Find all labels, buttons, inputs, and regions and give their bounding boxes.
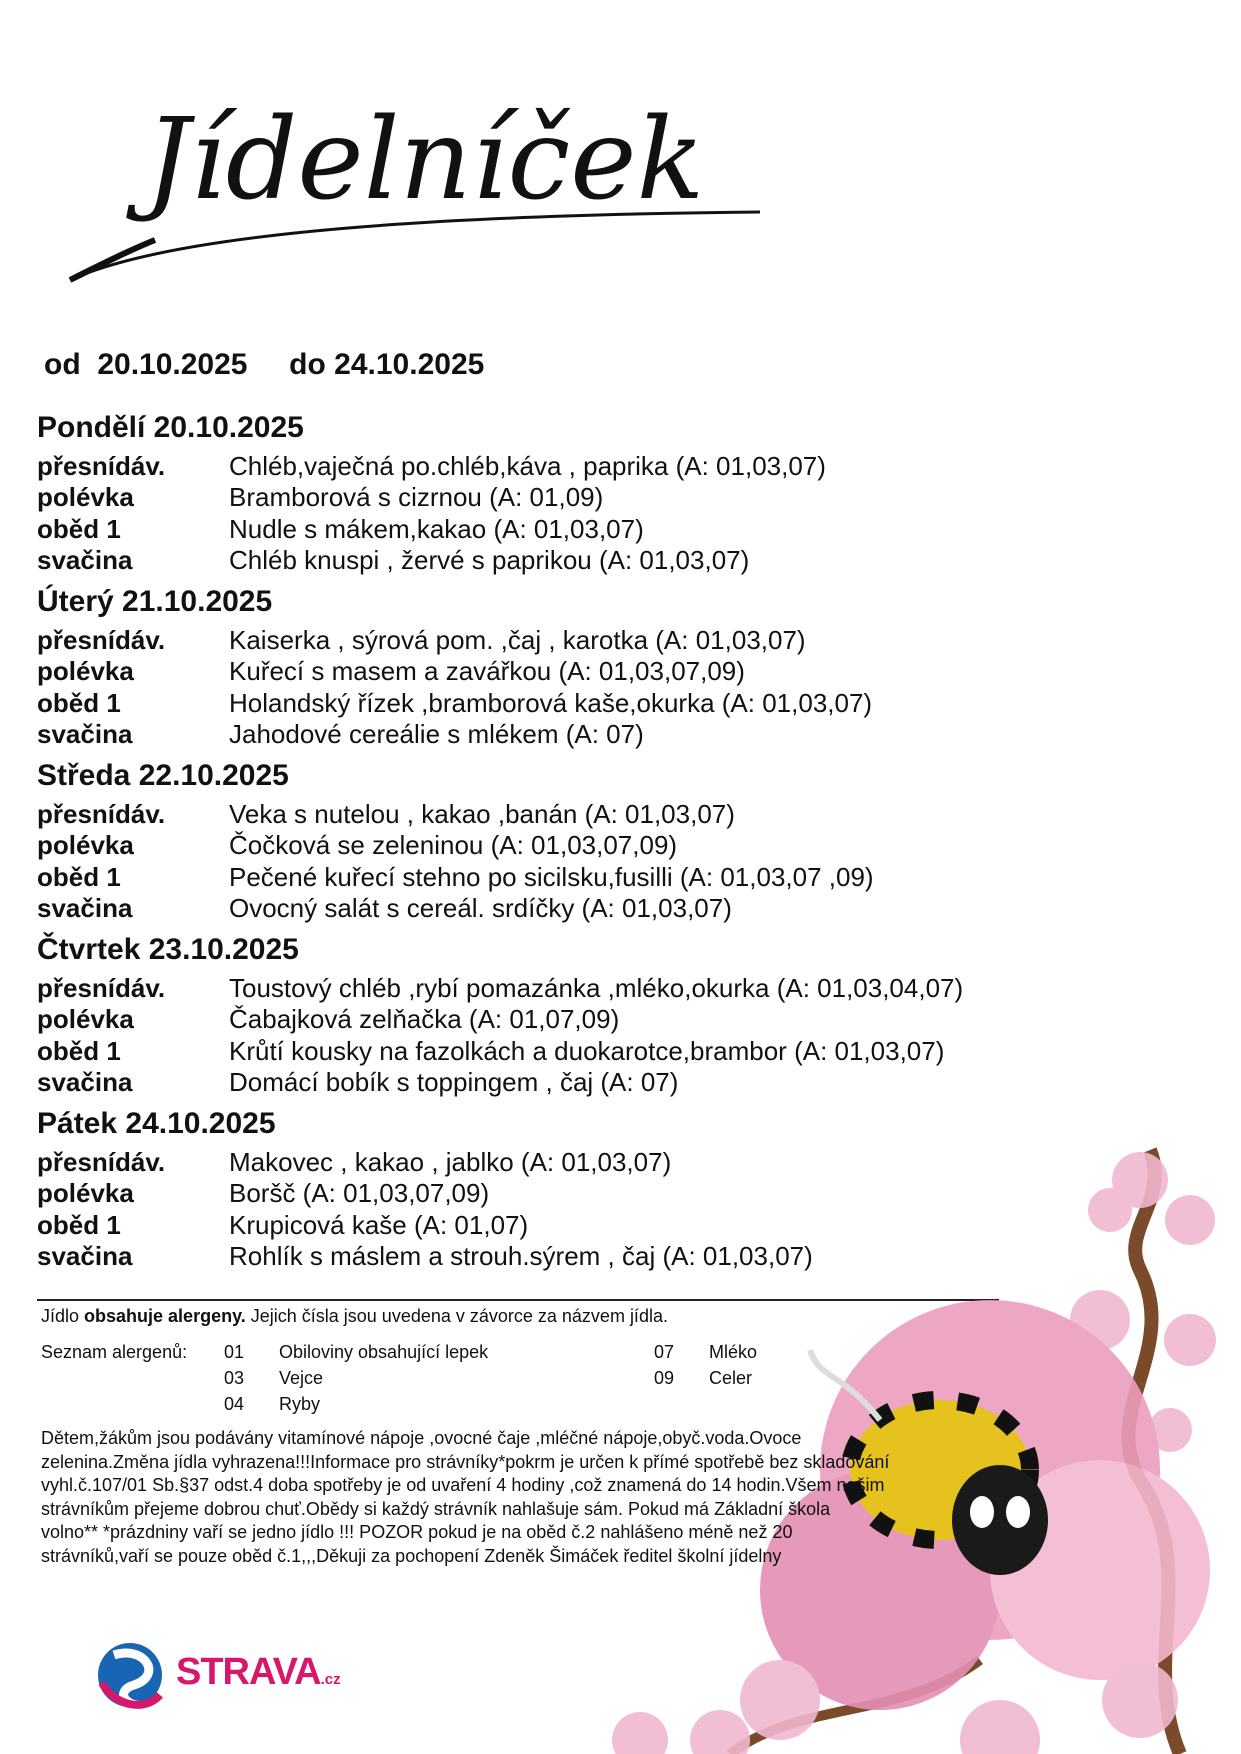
meal-text: Kuřecí s masem a zavářkou (A: 01,03,07,09)	[229, 656, 745, 686]
meal-label: polévka	[37, 482, 134, 512]
meal-text: Rohlík s máslem a strouh.sýrem , čaj (A: 01,03,07)	[229, 1241, 813, 1271]
meal-row	[37, 861, 1087, 893]
meal-row	[37, 1067, 1087, 1099]
allergen-code: 09	[654, 1368, 675, 1388]
meal-text: Makovec , kakao , jablko (A: 01,03,07)	[229, 1146, 672, 1177]
range-from-label: od	[44, 348, 81, 381]
logo-suffix: .cz	[320, 1671, 341, 1688]
meal-row	[37, 719, 1087, 751]
meal-text: Pečené kuřecí stehno po sicilsku,fusilli (A: 01,03,07 ,09)	[229, 861, 874, 892]
title-graphic	[60, 80, 780, 310]
meal-text: Jahodové cereálie s mlékem (A: 07)	[229, 719, 644, 749]
info-paragraph	[41, 1427, 1041, 1568]
info-line: strávníků,vaří se pouze oběd č.1,,,Děkuji za pochopení Zdeněk Šimáček ředitel školní jídelny	[41, 1545, 782, 1566]
day-section	[37, 758, 1087, 924]
meal-row	[37, 1004, 1087, 1036]
allergen-name: Celer	[709, 1368, 753, 1388]
meal-text: Holandský řízek ,bramborová kaše,okurka (A: 01,03,07)	[229, 687, 873, 718]
range-from: 20.10.2025	[97, 348, 248, 381]
allergen-code: 07	[654, 1342, 675, 1362]
meal-label: svačina	[37, 1067, 133, 1097]
meal-text: Ovocný salát s cereál. srdíčky (A: 01,03,07)	[229, 893, 732, 923]
meal-row	[37, 656, 1087, 688]
allergen-name: Ryby	[279, 1394, 321, 1414]
note-pre: Jídlo	[41, 1306, 85, 1326]
day-heading: Pátek 24.10.2025	[37, 1107, 276, 1140]
meal-text: Boršč (A: 01,03,07,09)	[229, 1178, 490, 1208]
meal-row	[37, 545, 1087, 577]
allergen-code: 04	[224, 1394, 245, 1414]
info-line: vyhl.č.107/01 Sb.§37 odst.4 doba spotřeby je od uvaření 4 hodiny ,což znamená do 14 hodin.Všem našim	[41, 1475, 885, 1495]
page-title	[60, 80, 780, 310]
meal-text: Toustový chléb ,rybí pomazánka ,mléko,okurka (A: 01,03,04,07)	[229, 972, 964, 1003]
info-line: zelenina.Změna jídla vyhrazena!!!Informace pro strávníky*pokrm je určen k přímé spotřebě bez skladování	[41, 1451, 890, 1472]
allergen-code: 01	[224, 1342, 245, 1362]
day-section	[37, 410, 1087, 576]
meal-label: oběd 1	[37, 687, 121, 718]
date-range	[44, 348, 484, 382]
day-section	[37, 584, 1087, 750]
meal-label: oběd 1	[37, 1209, 121, 1240]
meal-label: svačina	[37, 719, 133, 749]
meal-row	[37, 1035, 1087, 1067]
title-text: Jídelníček	[145, 95, 705, 225]
strava-logo-icon	[94, 1635, 170, 1715]
range-to-label: do	[289, 348, 326, 381]
meal-row	[37, 830, 1087, 862]
meal-label: svačina	[37, 1241, 133, 1271]
meal-row	[37, 687, 1087, 719]
meal-row	[37, 450, 1087, 482]
day-heading: Čtvrtek 23.10.2025	[37, 933, 299, 966]
allergen-code: 03	[224, 1368, 245, 1388]
meal-label: svačina	[37, 545, 133, 575]
meal-row	[37, 972, 1087, 1004]
note-post: Jejich čísla jsou uvedena v závorce za názvem jídla.	[245, 1306, 668, 1326]
info-line: Dětem,žákům jsou podávány vitamínové nápoje ,ovocné čaje ,mléčné nápoje,obyč.voda.Ovoce	[41, 1428, 802, 1448]
meal-label: polévka	[37, 656, 134, 686]
meal-row	[37, 513, 1087, 545]
meal-text: Krůtí kousky na fazolkách a duokarotce,brambor (A: 01,03,07)	[229, 1035, 945, 1066]
day-heading: Úterý 21.10.2025	[37, 585, 273, 618]
meal-row	[37, 482, 1087, 514]
logo-word: STRAVA	[176, 1651, 321, 1693]
meal-text: Bramborová s cizrnou (A: 01,09)	[229, 482, 604, 512]
strava-logo[interactable]	[94, 1635, 341, 1715]
meal-text: Kaiserka , sýrová pom. ,čaj , karotka (A: 01,03,07)	[229, 624, 806, 655]
allergen-note	[41, 1306, 668, 1327]
meal-text: Čabajková zelňačka (A: 01,07,09)	[229, 1004, 620, 1034]
info-line: strávníkům přejeme dobrou chuť.Obědy si každý strávník nahlašuje sám. Pokud má Základní škola	[41, 1498, 831, 1519]
day-heading: Středa 22.10.2025	[37, 759, 289, 792]
meal-row	[37, 798, 1087, 830]
strava-logo-word	[176, 1651, 341, 1694]
allergen-name: Obiloviny obsahující lepek	[279, 1342, 489, 1362]
day-heading: Pondělí 20.10.2025	[37, 411, 304, 444]
meal-label: svačina	[37, 893, 133, 923]
meal-text: Chléb,vaječná po.chléb,káva , paprika (A: 01,03,07)	[229, 450, 826, 481]
allergen-name: Mléko	[709, 1342, 758, 1362]
meal-label: polévka	[37, 1178, 134, 1208]
meal-text: Krupicová kaše (A: 01,07)	[229, 1209, 529, 1240]
meal-label: přesnídáv.	[37, 624, 166, 655]
meal-text: Čočková se zeleninou (A: 01,03,07,09)	[229, 830, 678, 860]
range-to: 24.10.2025	[334, 348, 485, 381]
meal-label: přesnídáv.	[37, 450, 166, 481]
meal-row	[37, 893, 1087, 925]
meal-label: přesnídáv.	[37, 798, 166, 829]
note-bold: obsahuje alergeny.	[84, 1306, 246, 1326]
meal-row	[37, 624, 1087, 656]
allergen-list-label: Seznam alergenů:	[41, 1342, 188, 1362]
meal-label: oběd 1	[37, 861, 121, 892]
meal-text: Domácí bobík s toppingem , čaj (A: 07)	[229, 1067, 679, 1097]
meal-label: přesnídáv.	[37, 972, 166, 1003]
meal-text: Chléb knuspi , žervé s paprikou (A: 01,03,07)	[229, 545, 750, 575]
meal-text: Veka s nutelou , kakao ,banán (A: 01,03,07)	[229, 798, 735, 829]
info-line: volno** *prázdniny vaří se jedno jídlo !!! POZOR pokud je na oběd č.2 nahlášeno méně než 20	[41, 1522, 793, 1542]
day-section	[37, 932, 1087, 1098]
meal-label: polévka	[37, 1004, 134, 1034]
meal-label: polévka	[37, 830, 134, 860]
meal-label: oběd 1	[37, 513, 121, 544]
meal-label: přesnídáv.	[37, 1146, 166, 1177]
allergen-name: Vejce	[279, 1368, 324, 1388]
meal-text: Nudle s mákem,kakao (A: 01,03,07)	[229, 513, 644, 544]
meal-label: oběd 1	[37, 1035, 121, 1066]
